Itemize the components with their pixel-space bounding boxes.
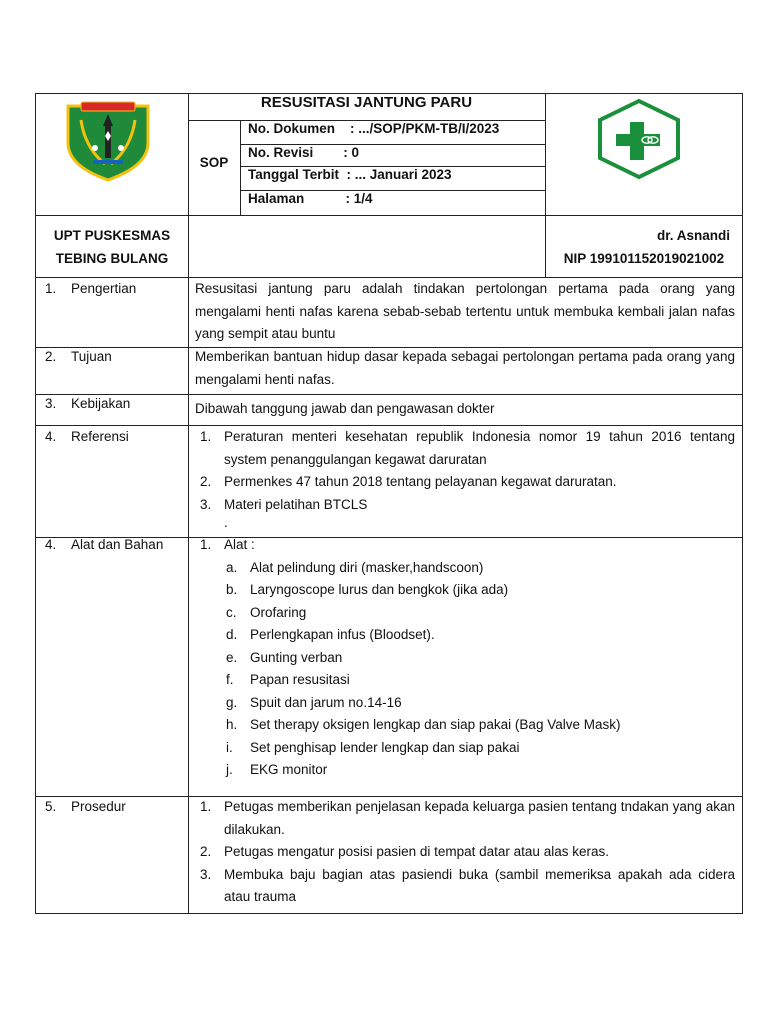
list-item-text: Membuka baju bagian atas pasiendi buka (sambil memeriksa apakah ada cidera atau trauma	[224, 866, 735, 904]
list-item	[226, 737, 735, 760]
list-item	[200, 841, 735, 864]
signer-nip: NIP 199101152019021002	[563, 251, 725, 266]
signer-name: dr. Asnandi	[656, 228, 730, 243]
list-item-text: Set therapy oksigen lengkap dan siap pakai (Bag Valve Mask)	[250, 717, 621, 732]
referensi-list	[200, 426, 735, 530]
list-item-num: d.	[226, 627, 238, 642]
list-item-text: Gunting verban	[250, 649, 343, 665]
list-item	[200, 534, 735, 557]
list-item-text: Permenkes 47 tahun 2018 tentang pelayanan kegawat daruratan.	[224, 474, 617, 489]
list-item-num: f.	[226, 672, 234, 687]
section-num: 3.	[45, 396, 57, 411]
list-item-num: 2.	[200, 844, 212, 859]
doc-number: No. Dokumen : .../SOP/PKM-TB/I/2023	[248, 121, 500, 136]
section-label: Alat dan Bahan	[71, 537, 164, 552]
list-item-text: Peraturan menteri kesehatan republik Indonesia nomor 19 tahun 2016 tentang system penanggulangan kegawat daruratan	[224, 429, 735, 467]
section-text-pengertian: Resusitasi jantung paru adalah tindakan pertolongan pertama pada orang yang mengalami henti nafas karena sebab-sebab tertentu untuk membuka kembali jalan nafas yang sempit atau buntu	[195, 281, 735, 341]
list-item-num: e.	[226, 649, 238, 665]
list-item-text: Alat pelindung diri (masker,handscoon)	[250, 559, 484, 575]
sop-label: SOP	[199, 155, 229, 170]
list-item	[200, 426, 735, 471]
section-label: Tujuan	[71, 349, 112, 364]
section-label-referensi	[45, 429, 129, 444]
section-label-tujuan	[45, 349, 112, 364]
revision-number: No. Revisi : 0	[248, 145, 360, 160]
signer-block	[546, 224, 742, 270]
list-item	[226, 692, 735, 715]
list-item-text: Orofaring	[250, 604, 307, 620]
list-item-num: 1.	[200, 537, 212, 552]
list-item	[200, 494, 735, 517]
section-num: 4.	[45, 537, 57, 552]
section-num: 5.	[45, 799, 57, 814]
list-item	[226, 624, 735, 647]
list-item	[200, 796, 735, 841]
list-item-text: Set penghisap lender lengkap dan siap pakai	[250, 739, 520, 755]
list-item-num: g.	[226, 694, 238, 710]
alat-sublist	[200, 557, 735, 782]
list-item-text: Materi pelatihan BTCLS	[224, 496, 368, 512]
list-item-text: Perlengkapan infus (Bloodset).	[250, 627, 435, 642]
list-item	[200, 471, 735, 494]
section-text-tujuan: Memberikan bantuan hidup dasar kepada sebagai pertolongan pertama pada orang yang mengalami henti nafas.	[195, 349, 735, 387]
list-item-num: 3.	[200, 866, 212, 882]
section-label-kebijakan	[45, 396, 130, 411]
list-item-text: Petugas memberikan penjelasan kepada keluarga pasien tentang tndakan yang akan dilakukan.	[224, 799, 735, 837]
list-item-num: h.	[226, 717, 238, 732]
section-text-kebijakan: Dibawah tanggung jawab dan pengawasan dokter	[195, 401, 495, 416]
org-line-1: UPT PUSKESMAS	[53, 228, 171, 243]
list-item-num: 1.	[200, 429, 212, 444]
document-title: RESUSITASI JANTUNG PARU	[260, 94, 473, 111]
list-item	[226, 759, 735, 782]
list-item	[226, 602, 735, 625]
list-item	[200, 864, 735, 909]
list-item	[226, 647, 735, 670]
org-line-2: TEBING BULANG	[55, 251, 169, 266]
list-item-num: 2.	[200, 474, 212, 489]
list-item-text: EKG monitor	[250, 762, 328, 777]
page-number: Halaman : 1/4	[248, 191, 373, 206]
org-name	[36, 224, 188, 270]
regency-crest-icon	[63, 98, 153, 182]
issue-date: Tanggal Terbit : ... Januari 2023	[248, 167, 452, 182]
list-item-num: 1.	[200, 799, 212, 814]
list-item-num: b.	[226, 582, 238, 597]
trailing-mark: .	[224, 515, 228, 530]
list-item-text: Spuit dan jarum no.14-16	[250, 694, 402, 710]
section-label-pengertian	[45, 281, 136, 296]
list-item-text: Petugas mengatur posisi pasien di tempat datar atau alas keras.	[224, 844, 609, 859]
section-num: 1.	[45, 281, 57, 296]
puskesmas-logo-icon	[594, 98, 684, 180]
section-num: 2.	[45, 349, 57, 364]
section-label-prosedur	[45, 799, 126, 814]
section-num: 4.	[45, 429, 57, 444]
section-label: Referensi	[71, 429, 129, 444]
list-item-text: Papan resusitasi	[250, 672, 350, 687]
list-item-text: Laryngoscope lurus dan bengkok (jika ada)	[250, 582, 509, 597]
section-label-alat	[45, 537, 163, 552]
list-item	[226, 557, 735, 580]
list-item-num: c.	[226, 604, 237, 620]
alat-list	[200, 534, 735, 782]
list-item-text: Alat :	[224, 537, 255, 552]
list-item	[226, 714, 735, 737]
section-label: Prosedur	[71, 799, 126, 814]
list-item	[226, 579, 735, 602]
list-item-num: i.	[226, 739, 233, 755]
section-label: Kebijakan	[71, 396, 131, 411]
list-item-num: 3.	[200, 496, 212, 512]
section-label: Pengertian	[71, 281, 137, 296]
list-item-num: a.	[226, 559, 238, 575]
list-item	[226, 669, 735, 692]
prosedur-list	[200, 796, 735, 909]
list-item-num: j.	[226, 762, 233, 777]
